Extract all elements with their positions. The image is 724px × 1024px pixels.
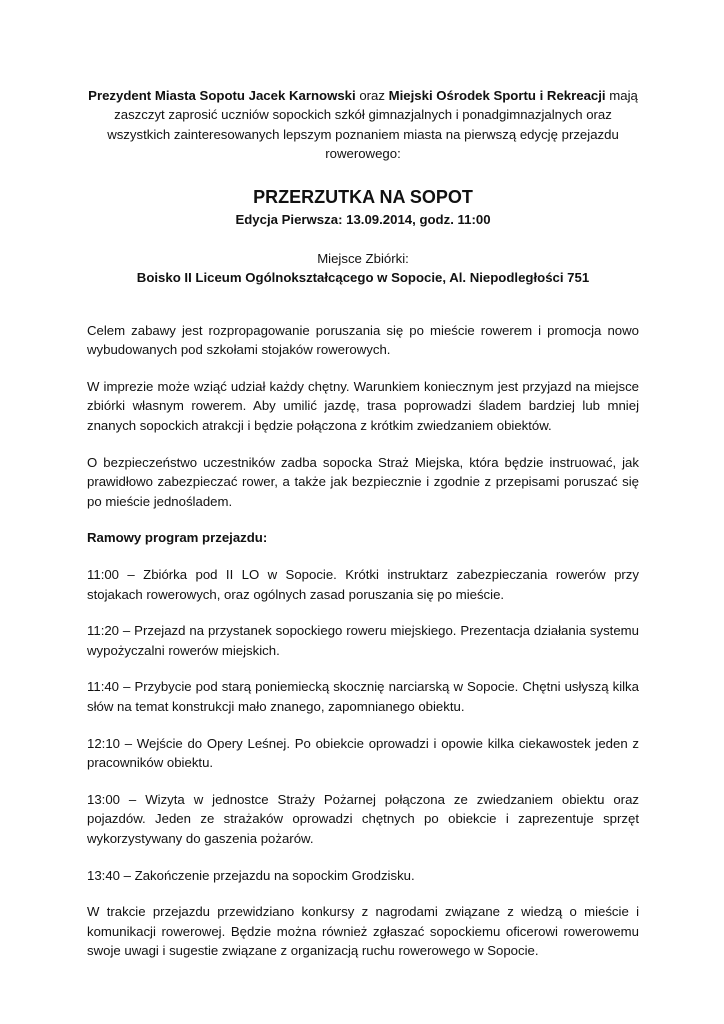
body-paragraph: O bezpieczeństwo uczestników zadba sopocka Straż Miejska, która będzie instruować, jak prawidłowo zabezpieczać rower, a także jak bezpiecznie i zgodnie z przepisami poruszać się po mieście jednośladem. (87, 454, 639, 509)
document-page (87, 86, 639, 961)
program-item: 11:20 – Przejazd na przystanek sopockiego roweru miejskiego. Prezentacja działania systemu wypożyczalni rowerów miejskich. (87, 623, 639, 658)
program-item: 11:40 – Przybycie pod starą poniemiecką skocznię narciarską w Sopocie. Chętni usłyszą kilka słów na temat konstrukcji mało znanego, zapomnianego obiektu. (87, 679, 639, 714)
program-item: 13:00 – Wizyta w jednostce Straży Pożarnej połączona ze zwiedzaniem obiektu oraz pojazdów. Jeden ze strażaków oprowadzi chętnych po obiekcie i zaprezentuje sprzęt wykorzystywany do gaszenia pożarów. (87, 791, 639, 846)
program-item: 13:40 – Zakończenie przejazdu na sopockim Grodzisku. (87, 867, 415, 883)
closing-paragraph: W trakcie przejazdu przewidziano konkursy z nagrodami związane z wiedzą o mieście i komunikacji rowerowej. Będzie można również zgłaszać sopockiemu oficerowi rowerowemu swoje uwagi i sugestie związane z organizacją ruchu rowerowego w Sopocie. (87, 904, 639, 959)
program-item: 11:00 – Zbiórka pod II LO w Sopocie. Krótki instruktarz zabezpieczania rowerów przy stojakach rowerowych, oraz ogólnych zasad poruszania się po mieście. (87, 566, 639, 602)
meeting-place: Boisko II Liceum Ogólnokształcącego w Sopocie, Al. Niepodległości 751 (136, 269, 590, 285)
body-paragraph: Celem zabawy jest rozpropagowanie poruszania się po mieście rowerem i promocja nowo wybudowanych pod szkołami stojaków rowerowych. (87, 322, 639, 358)
body-paragraph: W imprezie może wziąć udział każdy chętny. Warunkiem koniecznym jest przyjazd na miejsce zbiórki własnym rowerem. Aby umilić jazdę, trasa poprowadzi śladem bardziej lub mniej znanych sopockich atrakcji i będzie połączona z krótkim zwiedzaniem obiektów. (87, 378, 639, 433)
intro-organizer-mosir: Miejski Ośrodek Sportu i Rekreacji (388, 88, 606, 103)
program-item: 12:10 – Wejście do Opery Leśnej. Po obiekcie oprowadzi i opowie kilka ciekawostek jeden z pracowników obiektu. (87, 735, 639, 771)
event-edition: Edycja Pierwsza: 13.09.2014, godz. 11:00 (235, 211, 491, 227)
intro-conjunction: oraz (355, 88, 389, 103)
intro-invitation-text: mają zaszczyt zaprosić uczniów sopockich szkół gimnazjalnych i ponadgimnazjalnych oraz wszystkich zainteresowanych lepszym poznaniem miasta na pierwszą edycję przejazdu rowerowego: (107, 88, 638, 162)
program-heading: Ramowy program przejazdu: (87, 530, 268, 546)
event-title: PRZERZUTKA NA SOPOT (253, 186, 473, 207)
intro-organizer-mayor: Prezydent Miasta Sopotu Jacek Karnowski (88, 88, 356, 103)
intro-paragraph (87, 86, 639, 164)
meeting-label: Miejsce Zbiórki: (317, 250, 409, 266)
